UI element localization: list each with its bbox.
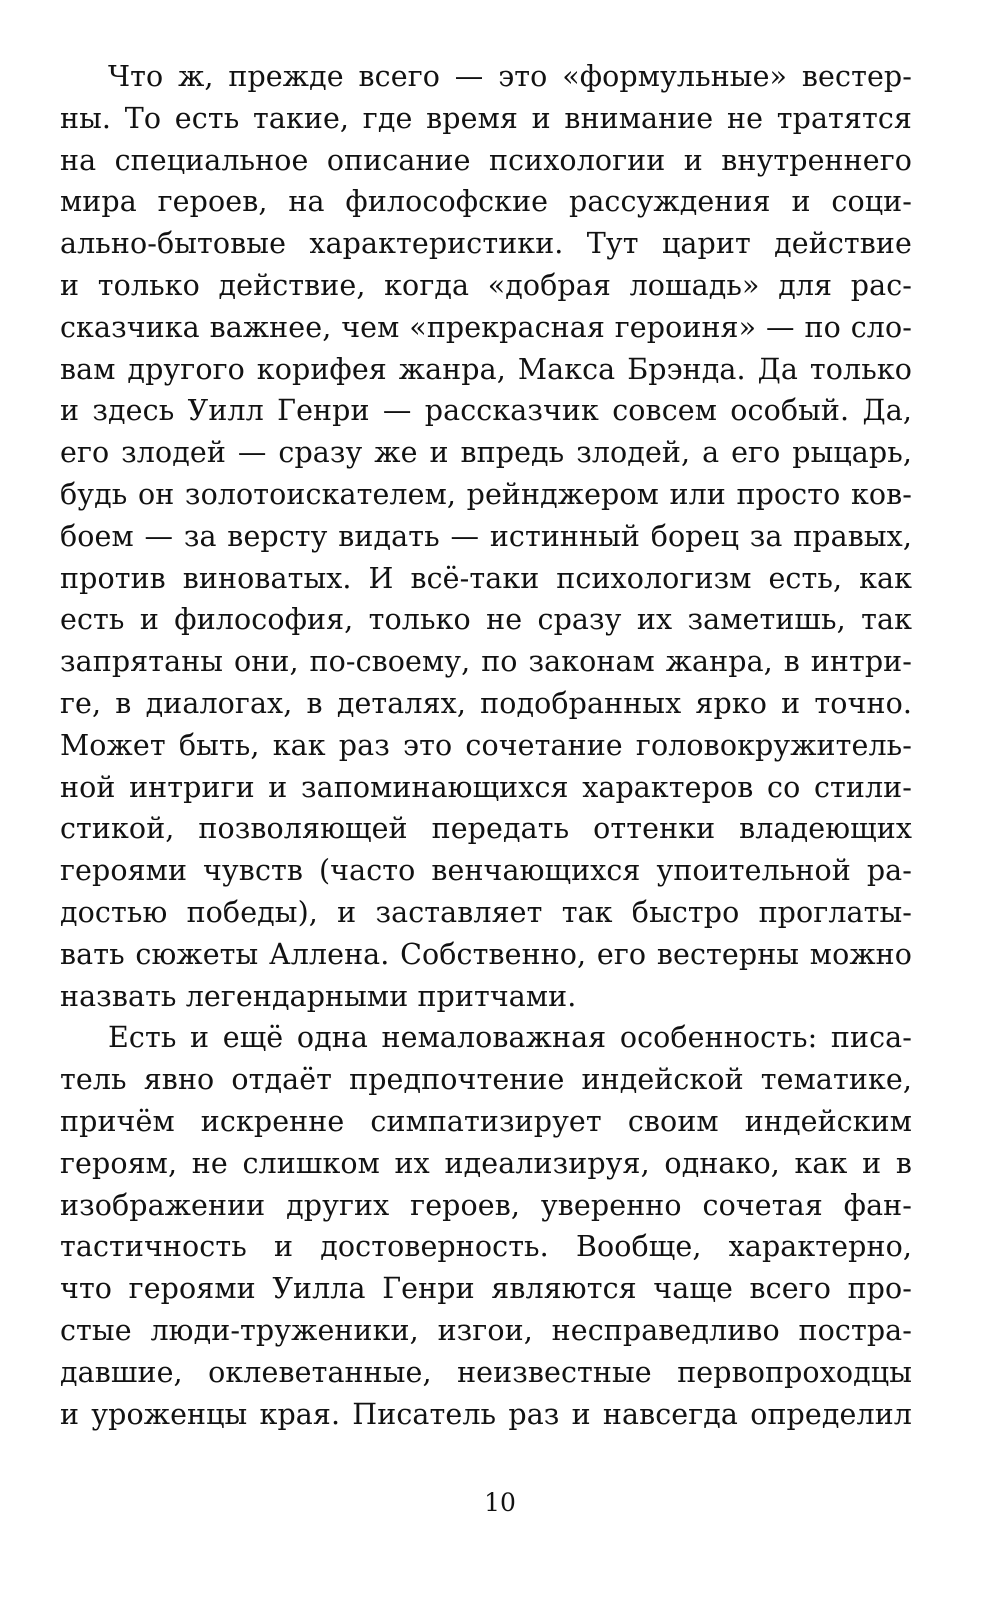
text-line: что героями Уилла Генри являются чаще всего про- (60, 1272, 912, 1306)
text-line: есть и философия, только не сразу их заметишь, так (60, 603, 912, 637)
text-line: причём искренне симпатизирует своим индейским (60, 1104, 912, 1138)
text-line: героями чувств (часто венчающихся упоительной ра- (60, 854, 912, 888)
text-line: героям, не слишком их идеализируя, однако, как и в (60, 1146, 912, 1180)
text-line: его злодей — сразу же и впредь злодей, а его рыцарь, (60, 436, 912, 470)
text-line: стые люди-труженики, изгои, несправедливо постра- (60, 1313, 912, 1347)
text-line: вать сюжеты Аллена. Собственно, его вестерны можно (60, 937, 912, 971)
text-line: Может быть, как раз это сочетание головокружитель- (60, 728, 912, 762)
text-line: против виноватых. И всё-таки психологизм есть, как (60, 561, 912, 595)
text-line: вам другого корифея жанра, Макса Брэнда. Да только (60, 352, 912, 386)
text-line: ны. То есть такие, где время и внимание не тратятся (60, 101, 912, 135)
text-line: и уроженцы края. Писатель раз и навсегда определил (60, 1397, 912, 1431)
text-line: и только действие, когда «добрая лошадь» для рас- (60, 268, 912, 302)
text-line: и здесь Уилл Генри — рассказчик совсем особый. Да, (60, 394, 912, 428)
text-line: Что ж, прежде всего — это «формульные» вестер- (108, 60, 912, 93)
text-line: изображении других героев, уверенно сочетая фан- (60, 1188, 912, 1222)
text-line: достью победы), и заставляет так быстро проглаты- (60, 895, 912, 929)
text-line: на специальное описание психологии и внутреннего (60, 143, 912, 177)
text-line: ной интриги и запоминающихся характеров со стили- (60, 770, 912, 804)
text-line: боем — за версту видать — истинный борец за правых, (60, 519, 912, 553)
text-line: Есть и ещё одна немаловажная особенность: писа- (108, 1021, 912, 1055)
text-line: ально-бытовые характеристики. Тут царит действие (60, 227, 912, 261)
text-line: сказчика важнее, чем «прекрасная героиня» — по сло- (60, 310, 912, 344)
text-line: давшие, оклеветанные, неизвестные первопроходцы (60, 1355, 912, 1389)
text-line: ге, в диалогах, в деталях, подобранных ярко и точно. (60, 686, 912, 720)
body-text (60, 56, 912, 1435)
page-number: 10 (484, 1488, 516, 1517)
text-line: мира героев, на философские рассуждения и соци- (60, 185, 912, 219)
text-line: стикой, позволяющей передать оттенки владеющих (60, 812, 912, 846)
text-line: тастичность и достоверность. Вообще, характерно, (60, 1230, 912, 1264)
text-line: запрятаны они, по-своему, по законам жанра, в интри- (60, 645, 912, 679)
text-line: тель явно отдаёт предпочтение индейской тематике, (60, 1063, 912, 1097)
text-line: назвать легендарными притчами. (60, 979, 577, 1013)
text-line: будь он золотоискателем, рейнджером или просто ков- (60, 477, 912, 511)
